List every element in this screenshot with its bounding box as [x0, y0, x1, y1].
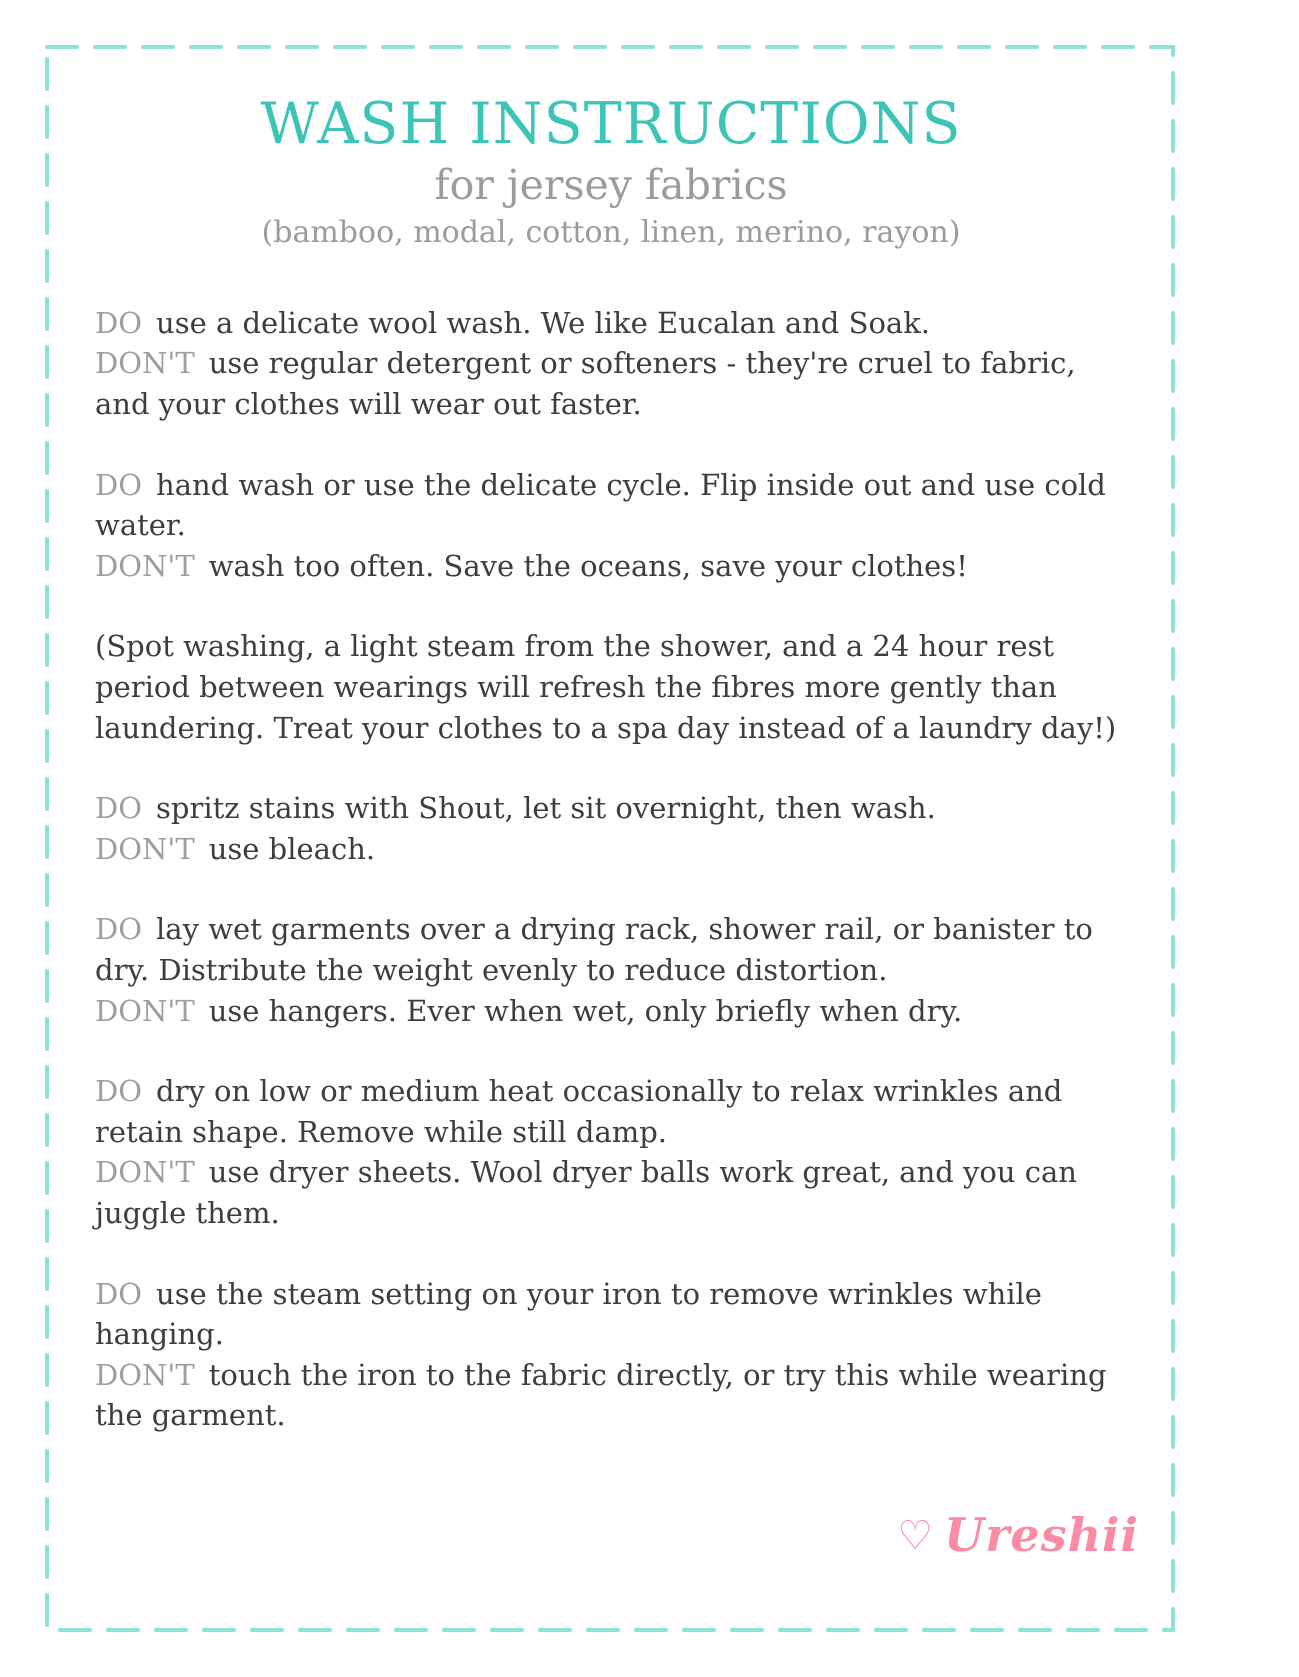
instruction-text: dry on low or medium heat occasionally to relax wrinkles and retain shape. Remove while still damp. — [95, 1074, 1063, 1149]
instruction-section-ironing — [95, 1274, 1127, 1436]
do-label: DO — [95, 791, 143, 826]
dont-label: DON'T — [95, 346, 195, 381]
fabric-list: (bamboo, modal, cotton, linen, merino, rayon) — [261, 214, 961, 250]
instruction-text: hand wash or use the delicate cycle. Flip inside out and use cold water. — [95, 467, 1106, 543]
instruction-text: use the steam setting on your iron to remove wrinkles while hanging. — [95, 1276, 1042, 1352]
page-subtitle: for jersey fabrics — [434, 160, 788, 209]
instruction-text: spritz stains with Shout, let sit overnight, then wash. — [156, 791, 936, 826]
instruction-line — [95, 303, 1127, 344]
instruction-line — [95, 991, 1127, 1032]
instruction-text: use a delicate wool wash. We like Eucalan and Soak. — [156, 305, 930, 340]
instruction-line — [95, 626, 1127, 748]
do-label: DO — [95, 305, 143, 340]
page-title: WASH INSTRUCTIONS — [260, 91, 962, 157]
instruction-line — [95, 909, 1127, 990]
instruction-text: touch the iron to the fabric directly, or try this while wearing the garment. — [95, 1357, 1107, 1433]
instruction-section-drying-rack — [95, 909, 1127, 1031]
instruction-text: lay wet garments over a drying rack, shower rail, or banister to dry. Distribute the weight evenly to reduce distortion. — [95, 912, 1093, 987]
instruction-section-detergent — [95, 303, 1127, 425]
instruction-text: use regular detergent or softeners - they're cruel to fabric, and your clothes will wear out faster. — [95, 346, 1076, 422]
instruction-text: use hangers. Ever when wet, only briefly when dry. — [208, 993, 963, 1028]
card-content — [45, 45, 1175, 1632]
brand-name: Ureshii — [944, 1508, 1139, 1562]
instruction-section-washing — [95, 465, 1127, 587]
dont-label: DON'T — [95, 1155, 195, 1190]
instruction-line — [95, 1152, 1127, 1233]
instruction-line — [95, 829, 1127, 870]
instruction-text: wash too often. Save the oceans, save your clothes! — [208, 548, 968, 583]
instruction-section-stains — [95, 788, 1127, 869]
instruction-line — [95, 1274, 1127, 1355]
do-label: DO — [95, 912, 143, 947]
instruction-text: use dryer sheets. Wool dryer balls work great, and you can juggle them. — [95, 1155, 1077, 1230]
header — [95, 93, 1127, 251]
instruction-line — [95, 343, 1127, 424]
heart-icon: ♡ — [897, 1513, 935, 1559]
do-label: DO — [95, 1074, 143, 1109]
dont-label: DON'T — [95, 548, 195, 583]
dont-label: DON'T — [95, 993, 195, 1028]
instruction-section-dryer — [95, 1071, 1127, 1233]
instruction-text: (Spot washing, a light steam from the shower, and a 24 hour rest period between wearings will refresh the fibres more gently than laundering. Treat your clothes to a spa day instead of a laundry day!) — [95, 629, 1117, 745]
instruction-line — [95, 788, 1127, 829]
instruction-line — [95, 465, 1127, 546]
dont-label: DON'T — [95, 831, 195, 866]
do-label: DO — [95, 1276, 143, 1311]
instructions-body — [95, 303, 1127, 1436]
instruction-text: use bleach. — [208, 831, 376, 866]
brand-logo — [897, 1508, 1139, 1562]
do-label: DO — [95, 467, 143, 502]
instruction-line — [95, 1355, 1127, 1436]
instruction-line — [95, 1071, 1127, 1152]
instruction-line — [95, 546, 1127, 587]
dont-label: DON'T — [95, 1357, 195, 1392]
instruction-section-spot-washing-note — [95, 626, 1127, 748]
